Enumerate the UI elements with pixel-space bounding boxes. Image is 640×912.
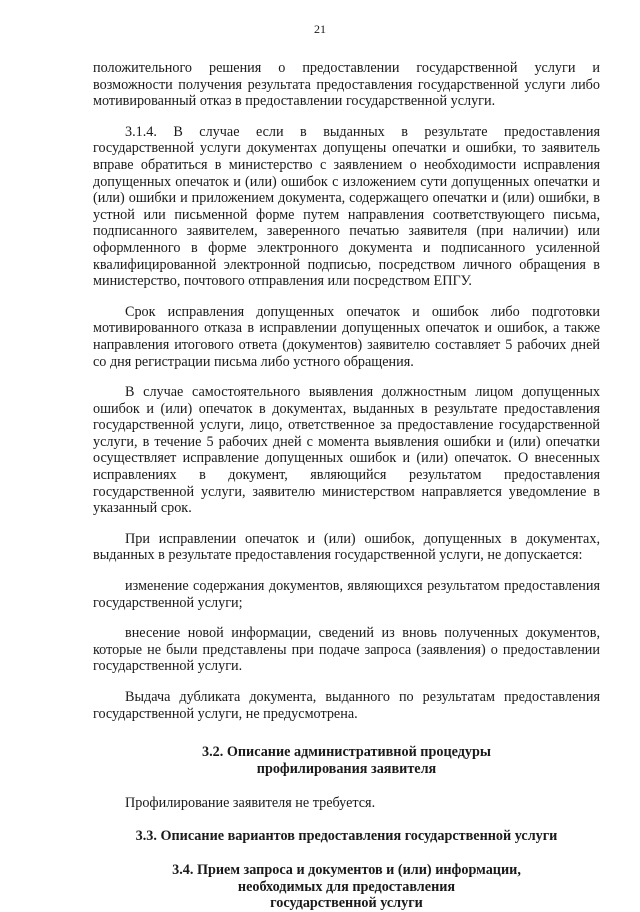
paragraph: положительного решения о предоставлении государственной услуги и возможности получения результата предоставления государственной услуги либо мотивированный отказ в предоставлении государственной услуги. — [93, 60, 600, 110]
paragraph-3-2-text: Профилирование заявителя не требуется. — [125, 795, 376, 812]
paragraph: Выдача дубликата документа, выданного по результатам предоставления государственной услуги, не предусмотрена. — [93, 689, 600, 722]
document-body — [93, 60, 600, 912]
paragraph: внесение новой информации, сведений из вновь полученных документов, которые не были представлены при подаче запроса (заявления) о предоставлении государственной услуги. — [93, 625, 600, 675]
paragraph-3-1-4: 3.1.4. В случае если в выданных в результате предоставления государственной услуги документах допущены опечатки и ошибки, то заявитель вправе обратиться в министерство с заявлением о необходимости исправления допущенных опечаток и (или) ошибок с изложением сути допущенных опечатки и (или) ошибки и приложением документа, содержащего опечатки и (или) ошибки, в устной или письменной форме путем направления соответствующего письма, подписанного заявителем, заверенного печатью заявителя (при наличии) или оформленного в форме электронного документа и подписанного усиленной квалифицированной электронной подписью, посредством личного обращения в министерство, почтового отправления или посредством ЕПГУ. — [93, 123, 600, 290]
section-heading-3-3: 3.3. Описание вариантов предоставления государственной услуги — [135, 827, 558, 844]
paragraph: При исправлении опечаток и (или) ошибок, допущенных в документах, выданных в результате предоставления государственной услуги, не допускается: — [93, 530, 600, 564]
page-number: 21 — [314, 22, 326, 36]
paragraph: В случае самостоятельного выявления должностным лицом допущенных ошибок и (или) опечаток в документах, выданных в результате предоставления государственной услуги, лицо, ответственное за предоставление государственной услуги, в течение 5 рабочих дней с момента выявления ошибки и (или) опечатки осуществляет исправление допущенных ошибок и (или) опечаток. О внесенных исправлениях в документ, являющийся результатом предоставления государственной услуги, заявителю министерством направляется уведомление в указанный срок. — [93, 384, 600, 517]
paragraph: Срок исправления допущенных опечаток и ошибок либо подготовки мотивированного отказа в исправлении допущенных опечаток и ошибок, а также направления итогового ответа (документов) заявителю составляет 5 рабочих дней со дня регистрации письма либо устного обращения. — [93, 303, 600, 370]
heading-line: 3.2. Описание административной процедуры — [202, 744, 491, 761]
heading-line: государственной услуги — [270, 895, 423, 912]
heading-line: необходимых для предоставления — [237, 878, 456, 895]
section-heading-3-2 — [93, 744, 600, 777]
section-heading-3-4 — [93, 862, 600, 912]
heading-line: 3.4. Прием запроса и документов и (или) информации, — [172, 862, 521, 879]
paragraph: изменение содержания документов, являющихся результатом предоставления государственной услуги; — [93, 578, 600, 611]
heading-line: профилирования заявителя — [256, 760, 437, 777]
